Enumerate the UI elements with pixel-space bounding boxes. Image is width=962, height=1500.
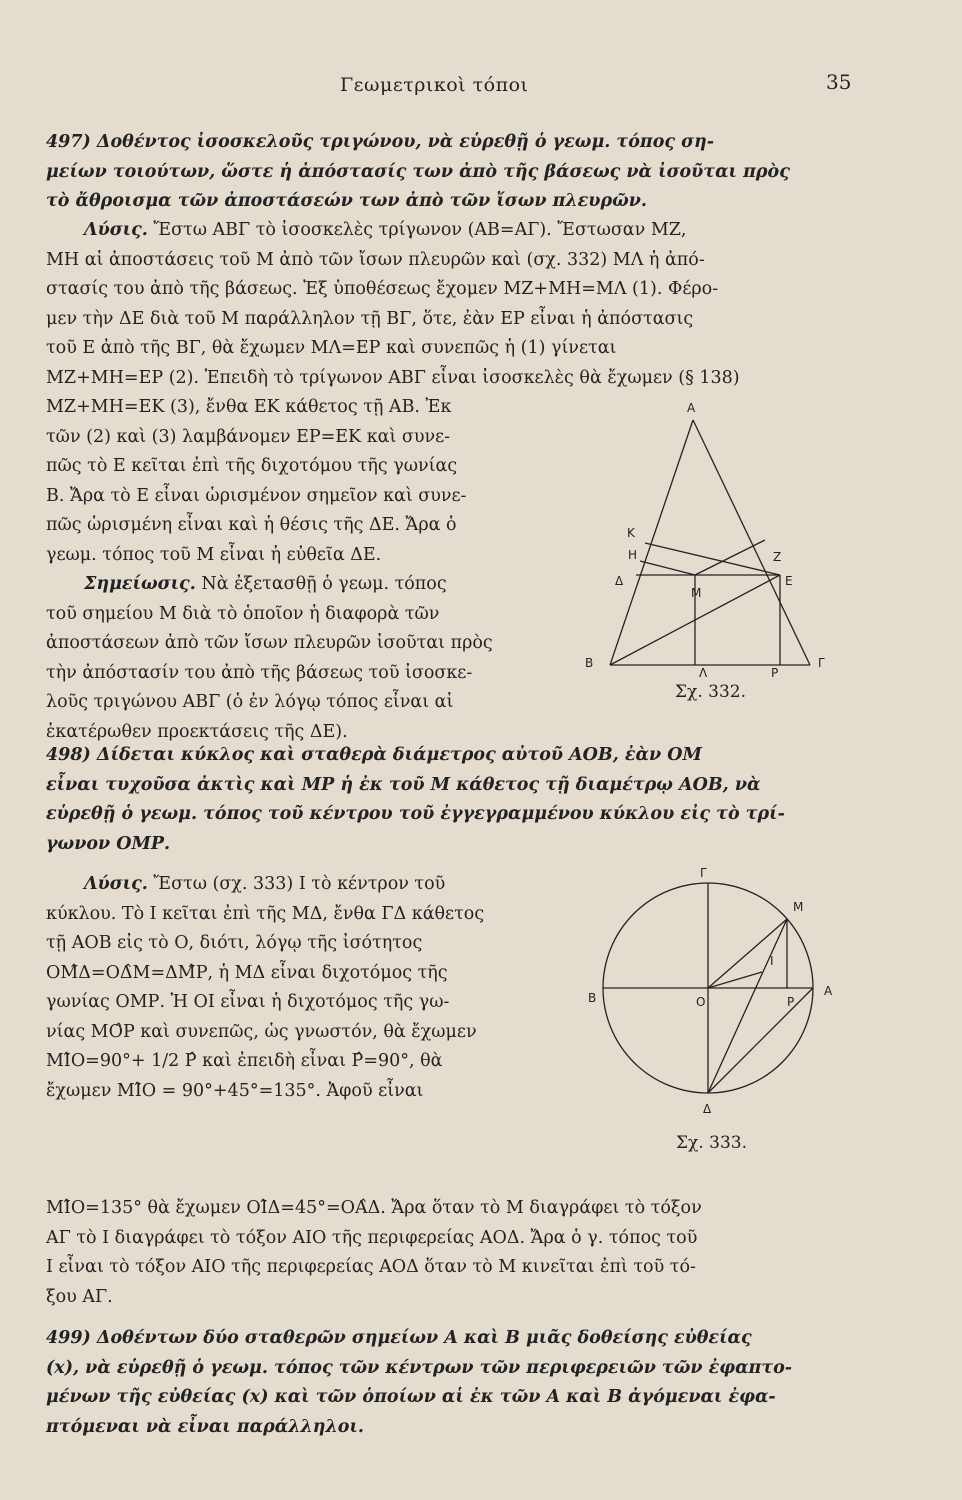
problem-498-solution [46,870,566,1106]
text-line: ἔχωμεν ΜΙ̂Ο = 90°+45°=135°. Ἀφοῦ εἶναι [46,1080,424,1101]
label-d: Δ [703,1102,712,1116]
text-line [46,870,566,900]
problem-497-solution [46,216,876,393]
text-line: τῶν (2) καὶ (3) λαμβάνομεν ΕΡ=ΕΚ καὶ συνε- [46,426,451,447]
text-line: ἀποστάσεων ἀπὸ τῶν ἴσων πλευρῶν ἰσοῦται πρὸς [46,633,493,653]
text-line: ΜΙ̂Ο=90°+ 1/2 Ρ̂ καὶ ἐπειδὴ εἶναι Ρ̂=90°, θὰ [46,1051,443,1071]
text-line: νίας ΜΟ̂Ρ καὶ συνεπῶς, ὡς γνωστόν, θὰ ἔχωμεν [46,1021,477,1042]
statement-line: γωνον ΟΜΡ. [46,833,171,854]
side-ag [693,420,810,665]
figure-333 [580,860,850,1130]
text-line: γεωμ. τόπος τοῦ Μ εἶναι ἡ εὐθεῖα ΔΕ. [46,544,382,565]
label-o: Ο [696,995,706,1009]
text-line: Ι εἶναι τὸ τόξον ΑΙΟ τῆς περιφερείας ΑΟΔ ὅταν τὸ Μ κινεῖται ἐπὶ τοῦ τό- [46,1257,696,1277]
solution-label: Λύσις. [84,220,148,240]
line-text: Ἔστω ΑΒΓ τὸ ἰσοσκελὲς τρίγωνον (ΑΒ=ΑΓ). Ἔστωσαν ΜΖ, [153,220,687,240]
label-k: Κ [627,526,635,540]
label-p: Ρ [771,666,779,680]
header-title: Γεωμετρικοὶ τόποι [340,74,529,96]
text-line: πῶς τὸ Ε κεῖται ἐπὶ τῆς διχοτόμου τῆς γωνίας [46,456,458,476]
text-line: ΜΙ̂Ο=135° θὰ ἔχωμεν ΟΙ̂Δ=45°=ΟΑ̂Δ. Ἄρα ὅταν τὸ Μ διαγράφει τὸ τόξον [46,1198,702,1218]
text-line: ξου ΑΓ. [46,1286,113,1307]
problem-498-statement [46,741,876,859]
solution-label: Λύσις. [84,874,148,894]
figure-332 [575,395,845,715]
text-line: γωνίας ΟΜΡ. Ἡ ΟΙ εἶναι ἡ διχοτόμος τῆς γω- [46,992,450,1012]
text-line: ΟΜ̂Δ=ΟΔ̂Μ=ΔΜ̂Ρ, ἡ ΜΔ εἶναι διχοτόμος τῆς [46,962,448,983]
problem-497-statement [46,128,876,217]
statement-line: εὑρεθῇ ὁ γεωμ. τόπος τοῦ κέντρου τοῦ ἐγγεγραμμένου κύκλου εἰς τὸ τρί- [46,804,785,824]
text-line [46,216,876,246]
perp-mh [640,561,695,575]
problem-498-solution-cont [46,1194,876,1312]
bisector-oi [708,972,762,988]
statement-line: μένων τῆς εὐθείας (x) καὶ τῶν ὁποίων αἱ ἐκ τῶν Α καὶ Β ἀγόμεναι ἐφα- [46,1387,776,1407]
text-line: κύκλου. Τὸ Ι κεῖται ἐπὶ τῆς ΜΔ, ἔνθα ΓΔ κάθετος [46,903,485,924]
statement-line: 499) Δοθέντων δύο σταθερῶν σημείων Α καὶ Β μιᾶς δοθείσης εὐθείας [46,1328,752,1348]
statement-line: μείων τοιούτων, ὥστε ἡ ἀπόστασίς των ἀπὸ τῆς βάσεως νὰ ἰσοῦται πρὸς [46,161,790,182]
label-d: Δ [615,574,624,588]
label-m: Μ [691,586,702,600]
problem-497-solution-cont [46,393,566,747]
label-p: Ρ [787,995,795,1009]
note-label: Σημείωσις. [84,574,196,594]
label-b: Β [585,656,594,670]
label-e: Ε [785,574,793,588]
statement-line: εἶναι τυχοῦσα ἀκτὶς καὶ ΜΡ ἡ ἐκ τοῦ Μ κάθετος τῇ διαμέτρῳ ΑΟΒ, νὰ [46,774,761,795]
radius-om [708,919,787,988]
text-line: μεν τὴν ΔΕ διὰ τοῦ Μ παράλληλον τῇ ΒΓ, ὅτε, ἐὰν ΕΡ εἶναι ἡ ἀπόστασις [46,308,694,329]
label-a: Α [824,984,833,998]
label-h: Η [628,548,638,562]
text-line: στασίς του ἀπὸ τῆς βάσεως. Ἐξ ὑποθέσεως ἔχομεν ΜΖ+ΜΗ=ΜΛ (1). Φέρο- [46,279,719,299]
line-md [708,919,787,1093]
line-text: Ἔστω (σχ. 333) Ι τὸ κέντρον τοῦ [153,874,446,894]
figure-333-caption: Σχ. 333. [676,1133,747,1153]
text-line: ΜΗ αἱ ἀποστάσεις τοῦ Μ ἀπὸ τῶν ἴσων πλευρῶν καὶ (σχ. 332) ΜΛ ἡ ἀπό- [46,249,705,270]
text-line: λοῦς τριγώνου ΑΒΓ (ὁ ἐν λόγῳ τόπος εἶναι αἱ [46,692,454,712]
figure-332-caption: Σχ. 332. [675,682,746,702]
statement-line: (x), νὰ εὑρεθῇ ὁ γεωμ. τόπος τῶν κέντρων τῶν περιφερειῶν τῶν ἐφαπτο- [46,1357,793,1378]
text-line [46,570,566,600]
label-m: Μ [793,900,804,914]
text-line: τοῦ σημείου Μ διὰ τὸ ὁποῖον ἡ διαφορὰ τῶν [46,603,440,624]
text-line: Β. Ἄρα τὸ Ε εἶναι ὡρισμένον σημεῖον καὶ συνε- [46,485,467,506]
page-number: 35 [826,70,852,94]
text-line: ΑΓ τὸ Ι διαγράφει τὸ τόξον ΑΙΟ τῆς περιφερείας ΑΟΔ. Ἄρα ὁ γ. τόπος τοῦ [46,1227,698,1248]
statement-line: τὸ ἄθροισμα τῶν ἀποστάσεών των ἀπὸ τῶν ἴσων πλευρῶν. [46,191,647,211]
label-l: Λ [699,666,708,680]
text-line: τῇ ΑΟΒ εἰς τὸ Ο, διότι, λόγῳ τῆς ἰσότητος [46,933,423,953]
text-line: τοῦ Ε ἀπὸ τῆς ΒΓ, θὰ ἔχωμεν ΜΛ=ΕΡ καὶ συνεπῶς ἡ (1) γίνεται [46,338,617,358]
label-a: Α [687,401,696,415]
chord-da [708,988,813,1093]
text-line: ΜΖ+ΜΗ=ΕΡ (2). Ἐπειδὴ τὸ τρίγωνον ΑΒΓ εἶναι ἰσοσκελὲς θὰ ἔχωμεν (§ 138) [46,367,740,388]
label-g: Γ [818,656,825,670]
statement-line: 497) Δοθέντος ἰσοσκελοῦς τριγώνου, νὰ εὑρεθῇ ὁ γεωμ. τόπος ση- [46,132,714,152]
label-b: Β [588,991,597,1005]
label-z: Ζ [773,550,782,564]
text-line: τὴν ἀπόστασίν του ἀπὸ τῆς βάσεως τοῦ ἰσοσκε- [46,662,473,683]
problem-499-statement [46,1324,876,1442]
text-line: ἑκατέρωθεν προεκτάσεις τῆς ΔΕ). [46,721,348,742]
text-line: πῶς ὡρισμένη εἶναι καὶ ἡ θέσις τῆς ΔΕ. Ἄρα ὁ [46,515,457,535]
statement-line: πτόμεναι νὰ εἶναι παράλληλοι. [46,1416,364,1437]
label-i: Ι [770,954,774,968]
label-g: Γ [700,866,707,880]
text-line: ΜΖ+ΜΗ=ΕΚ (3), ἔνθα ΕΚ κάθετος τῇ ΑΒ. Ἐκ [46,397,452,417]
line-text: Νὰ ἐξετασθῇ ὁ γεωμ. τόπος [201,574,447,594]
statement-line: 498) Δίδεται κύκλος καὶ σταθερὰ διάμετρος αὐτοῦ ΑΟΒ, ἐὰν ΟΜ [46,745,702,765]
